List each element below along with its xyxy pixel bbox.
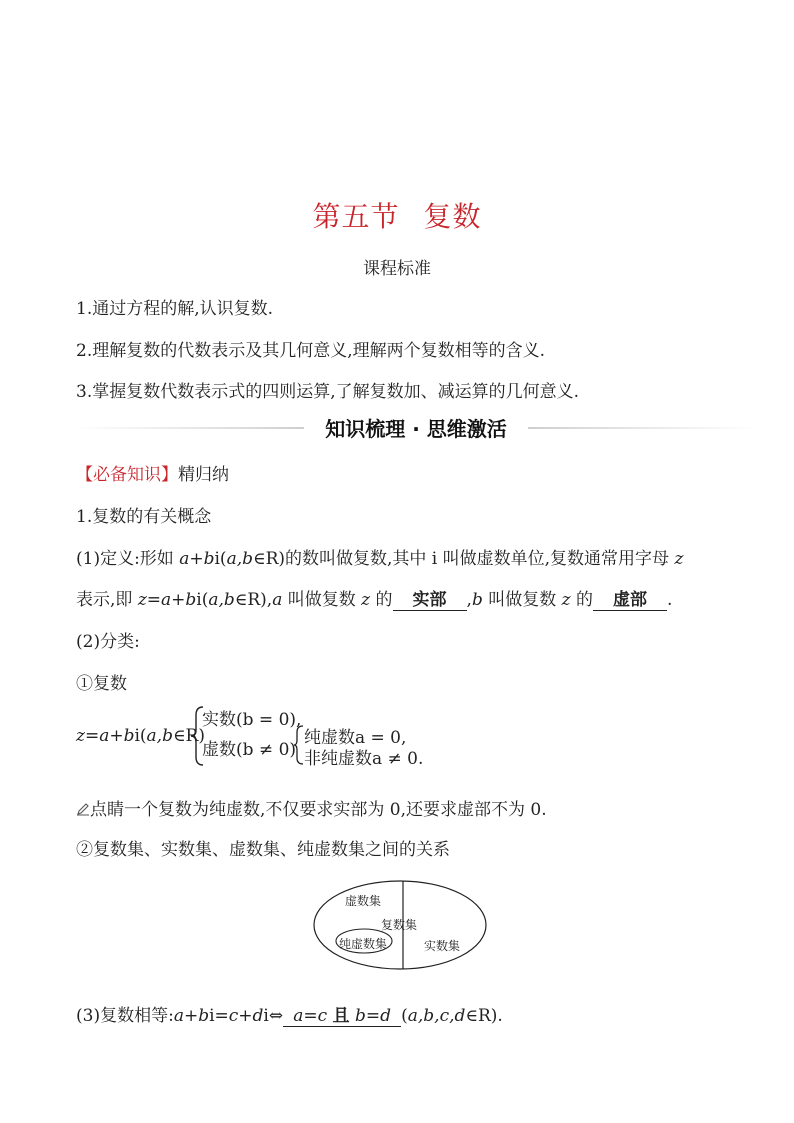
venn-imag-set: 虚数集 xyxy=(345,894,382,908)
venn-pure-set: 纯虚数集 xyxy=(339,937,388,951)
standard-item-1: 1.通过方程的解,认识复数. xyxy=(76,299,274,319)
tree-real: 实数(b = 0), xyxy=(202,710,302,730)
tree-pure-imag: 纯虚数a = 0, xyxy=(304,728,407,748)
circled-1-complex: ①复数 xyxy=(76,674,127,694)
pencil-icon xyxy=(76,802,90,816)
section-tag: 【必备知识】精归纳 xyxy=(76,465,229,485)
banner-text: 知识梳理 · 思维激活 xyxy=(325,417,507,441)
page-title: 第五节 复数 xyxy=(312,200,482,233)
classify-label: (2)分类: xyxy=(76,632,140,652)
standard-item-3: 3.掌握复数代数表示式的四则运算,了解复数加、减运算的几何意义. xyxy=(76,382,580,402)
blank-imag-part: 虚部 xyxy=(593,585,667,611)
heading-concepts: 1.复数的有关概念 xyxy=(76,507,212,527)
section-banner xyxy=(76,413,756,443)
blank-equality-condition: a=c 且 b=d xyxy=(283,1001,401,1027)
tree-nonpure-imag: 非纯虚数a ≠ 0. xyxy=(304,749,424,769)
tree-imag: 虚数(b ≠ 0) xyxy=(202,740,297,760)
equality-line: (3)复数相等:a+bi=c+di⇔ a=c 且 b=d (a,b,c,d∈R). xyxy=(76,1001,503,1027)
circled-2-sets-relation: ②复数集、实数集、虚数集、纯虚数集之间的关系 xyxy=(76,840,450,860)
venn-complex-set: 复数集 xyxy=(381,918,418,932)
definition-line-2: 表示,即 z=a+bi(a,b∈R),a 叫做复数 z 的 实部 ,b 叫做复数 z 的 虚部 . xyxy=(76,585,672,611)
definition-line-1: (1)定义:形如 a+bi(a,b∈R)的数叫做复数,其中 i 叫做虚数单位,复数通常用字母 z xyxy=(76,549,684,569)
tip-line: 点睛一个复数为纯虚数,不仅要求实部为 0,还要求虚部不为 0. xyxy=(76,795,547,820)
venn-real-set: 实数集 xyxy=(424,939,461,953)
blank-real-part: 实部 xyxy=(393,585,467,611)
tree-root: z=a+bi(a,b∈R) xyxy=(76,726,205,746)
standard-item-2: 2.理解复数的代数表示及其几何意义,理解两个复数相等的含义. xyxy=(76,341,546,361)
course-standard-heading: 课程标准 xyxy=(363,259,431,279)
